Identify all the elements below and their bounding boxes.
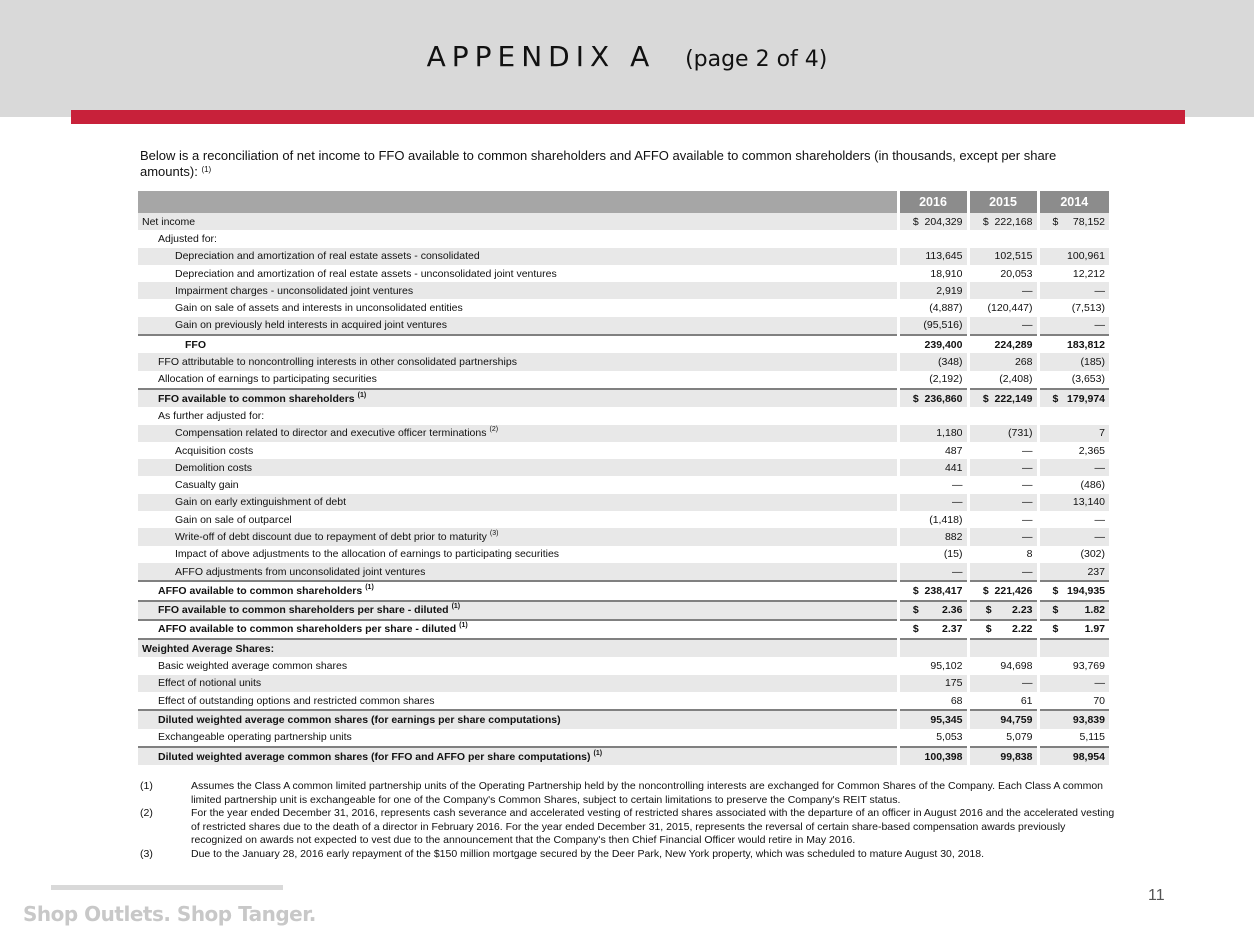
cell-2016: 95,102 xyxy=(898,657,968,674)
cell-2016: 1,180 xyxy=(898,425,968,442)
row-label xyxy=(138,389,898,407)
footnote-mark: (3) xyxy=(140,847,153,860)
row-label xyxy=(138,265,898,282)
table-row xyxy=(138,528,1109,545)
cell-2016: $ 2.36 xyxy=(898,601,968,620)
cell-2015: — xyxy=(968,442,1038,459)
table-row xyxy=(138,710,1109,728)
row-label xyxy=(138,213,898,230)
table-row xyxy=(138,389,1109,407)
row-label-text: Impairment charges - unconsolidated joint ventures xyxy=(175,284,414,297)
cell-2014: $ 194,935 xyxy=(1038,581,1109,600)
row-label xyxy=(138,563,898,581)
row-label xyxy=(138,371,898,389)
cell-2014: (486) xyxy=(1038,476,1109,493)
cell-2015: (731) xyxy=(968,425,1038,442)
row-label-text: Basic weighted average common shares xyxy=(158,660,348,673)
title-subtitle: (page 2 of 4) xyxy=(685,47,828,72)
row-label-text: Diluted weighted average common shares (for earnings per share computations) xyxy=(158,713,561,726)
cell-2015: 94,698 xyxy=(968,657,1038,674)
table-row xyxy=(138,747,1109,765)
footnote-ref: (3) xyxy=(489,529,499,537)
row-label xyxy=(138,407,898,424)
cell-2016: 175 xyxy=(898,675,968,692)
row-label-text: Allocation of earnings to participating securities xyxy=(158,373,377,386)
row-label xyxy=(138,710,898,728)
cell-2016: $ 236,860 xyxy=(898,389,968,407)
cell-2014: (7,513) xyxy=(1038,299,1109,316)
row-label-text: Gain on early extinguishment of debt xyxy=(175,496,347,509)
cell-2014: 100,961 xyxy=(1038,248,1109,265)
header-year-2014: 2014 xyxy=(1038,191,1109,213)
row-label xyxy=(138,675,898,692)
intro-footnote-ref: (1) xyxy=(201,165,212,174)
table-row xyxy=(138,299,1109,316)
cell-2016: 487 xyxy=(898,442,968,459)
cell-2014: — xyxy=(1038,282,1109,299)
cell-2014: 2,365 xyxy=(1038,442,1109,459)
table-row xyxy=(138,317,1109,335)
row-label-text: Casualty gain xyxy=(175,479,239,492)
cell-2014: (302) xyxy=(1038,546,1109,563)
cell-2015: 224,289 xyxy=(968,335,1038,353)
row-label-text: Diluted weighted average common shares (for FFO and AFFO per share computations) xyxy=(158,750,591,763)
row-label-text: FFO xyxy=(185,338,206,351)
cell-2015: $ 222,149 xyxy=(968,389,1038,407)
cell-2015: — xyxy=(968,511,1038,528)
cell-2015: — xyxy=(968,675,1038,692)
cell-2014: 93,769 xyxy=(1038,657,1109,674)
cell-2014: — xyxy=(1038,528,1109,545)
row-label-text: Depreciation and amortization of real estate assets - consolidated xyxy=(175,250,480,263)
cell-2016: $ 2.37 xyxy=(898,620,968,639)
cell-2016: (4,887) xyxy=(898,299,968,316)
cell-2014: 237 xyxy=(1038,563,1109,581)
header-blank xyxy=(138,191,898,213)
cell-2016: 239,400 xyxy=(898,335,968,353)
footnote-text: Due to the January 28, 2016 early repayment of the $150 million mortgage secured by the Deer Park, New York property, which was scheduled to mature August 30, 2018. xyxy=(191,847,985,860)
table-row xyxy=(138,248,1109,265)
row-label xyxy=(138,657,898,674)
cell-2014: 98,954 xyxy=(1038,747,1109,765)
cell-2014: — xyxy=(1038,317,1109,335)
row-label-text: AFFO available to common shareholders xyxy=(158,584,363,597)
cell-2016: 5,053 xyxy=(898,729,968,747)
row-label xyxy=(138,299,898,316)
accent-bar xyxy=(71,110,1185,124)
cell-2016: 441 xyxy=(898,459,968,476)
cell-2016: $ 238,417 xyxy=(898,581,968,600)
cell-2016: — xyxy=(898,494,968,511)
table-row xyxy=(138,265,1109,282)
table-row xyxy=(138,230,1109,247)
row-label-text: Gain on sale of assets and interests in unconsolidated entities xyxy=(175,302,463,315)
row-label xyxy=(138,476,898,493)
row-label xyxy=(138,601,898,620)
cell-2015: $ 222,168 xyxy=(968,213,1038,230)
cell-2015: 268 xyxy=(968,353,1038,370)
table-row xyxy=(138,657,1109,674)
cell-2014: 12,212 xyxy=(1038,265,1109,282)
cell-2014: — xyxy=(1038,511,1109,528)
table-row xyxy=(138,353,1109,370)
row-label xyxy=(138,248,898,265)
cell-2016: 68 xyxy=(898,692,968,710)
footnote-ref: (1) xyxy=(451,603,461,611)
cell-2014: $ 1.97 xyxy=(1038,620,1109,639)
cell-2015: 94,759 xyxy=(968,710,1038,728)
table-row xyxy=(138,639,1109,657)
row-label xyxy=(138,581,898,600)
cell-2014: 13,140 xyxy=(1038,494,1109,511)
table-header-row xyxy=(138,191,1109,213)
row-label-text: Compensation related to director and executive officer terminations xyxy=(175,427,487,440)
row-label xyxy=(138,425,898,442)
row-label-text: Depreciation and amortization of real estate assets - unconsolidated joint ventures xyxy=(175,267,557,280)
row-label xyxy=(138,620,898,639)
row-label xyxy=(138,230,898,247)
cell-2014: 5,115 xyxy=(1038,729,1109,747)
footnote-3 xyxy=(140,848,1115,862)
table-row xyxy=(138,675,1109,692)
cell-2016 xyxy=(898,230,968,247)
page-number: 11 xyxy=(1148,887,1165,904)
cell-2014 xyxy=(1038,230,1109,247)
cell-2014 xyxy=(1038,639,1109,657)
cell-2016: 100,398 xyxy=(898,747,968,765)
table-row xyxy=(138,601,1109,620)
cell-2015: 8 xyxy=(968,546,1038,563)
cell-2015: (120,447) xyxy=(968,299,1038,316)
intro-text xyxy=(140,148,1115,180)
row-label xyxy=(138,282,898,299)
row-label-text: Effect of notional units xyxy=(158,677,262,690)
header-year-2015: 2015 xyxy=(968,191,1038,213)
row-label xyxy=(138,528,898,545)
cell-2016: (15) xyxy=(898,546,968,563)
cell-2015: 20,053 xyxy=(968,265,1038,282)
cell-2015: $ 2.22 xyxy=(968,620,1038,639)
cell-2015: 99,838 xyxy=(968,747,1038,765)
row-label xyxy=(138,639,898,657)
cell-2014: — xyxy=(1038,675,1109,692)
cell-2016: 18,910 xyxy=(898,265,968,282)
cell-2014: 93,839 xyxy=(1038,710,1109,728)
cell-2016: (348) xyxy=(898,353,968,370)
cell-2014: $ 1.82 xyxy=(1038,601,1109,620)
table-row xyxy=(138,371,1109,389)
row-label-text: FFO attributable to noncontrolling interests in other consolidated partnerships xyxy=(158,356,517,369)
row-label-text: Acquisition costs xyxy=(175,444,254,457)
footnote-ref: (1) xyxy=(365,583,374,591)
cell-2016: (95,516) xyxy=(898,317,968,335)
table-row xyxy=(138,546,1109,563)
cell-2016: (2,192) xyxy=(898,371,968,389)
row-label-text: Write-off of debt discount due to repayment of debt prior to maturity xyxy=(175,530,487,543)
cell-2016: — xyxy=(898,476,968,493)
table-row xyxy=(138,476,1109,493)
table-row xyxy=(138,620,1109,639)
footnote-ref: (2) xyxy=(489,426,499,434)
table-row xyxy=(138,563,1109,581)
cell-2015: $ 221,426 xyxy=(968,581,1038,600)
header-year-2016: 2016 xyxy=(898,191,968,213)
table-row xyxy=(138,511,1109,528)
row-label-text: AFFO adjustments from unconsolidated joint ventures xyxy=(175,565,426,578)
cell-2015: (2,408) xyxy=(968,371,1038,389)
cell-2014: 7 xyxy=(1038,425,1109,442)
cell-2014: $ 78,152 xyxy=(1038,213,1109,230)
cell-2015: — xyxy=(968,528,1038,545)
cell-2015: — xyxy=(968,476,1038,493)
page-title xyxy=(0,40,1254,73)
cell-2015 xyxy=(968,407,1038,424)
cell-2014: (3,653) xyxy=(1038,371,1109,389)
cell-2015 xyxy=(968,639,1038,657)
row-label xyxy=(138,317,898,335)
cell-2015 xyxy=(968,230,1038,247)
row-label xyxy=(138,335,898,353)
row-label-text: Gain on sale of outparcel xyxy=(175,513,292,526)
cell-2014: $ 179,974 xyxy=(1038,389,1109,407)
intro-body: Below is a reconciliation of net income to FFO available to common shareholders and AFFO available to common shareholders (in thousands, except per share amounts): xyxy=(140,148,1057,179)
table-row xyxy=(138,213,1109,230)
table-row xyxy=(138,442,1109,459)
cell-2016: 2,919 xyxy=(898,282,968,299)
row-label xyxy=(138,511,898,528)
footnote-ref: (1) xyxy=(357,391,367,399)
cell-2014: 183,812 xyxy=(1038,335,1109,353)
row-label xyxy=(138,459,898,476)
footnote-ref: (1) xyxy=(593,749,603,757)
cell-2016: 95,345 xyxy=(898,710,968,728)
row-label-text: FFO available to common shareholders xyxy=(158,392,355,405)
table-row xyxy=(138,335,1109,353)
cell-2015: 5,079 xyxy=(968,729,1038,747)
cell-2015: $ 2.23 xyxy=(968,601,1038,620)
footnote-mark: (2) xyxy=(140,807,153,819)
cell-2016: $ 204,329 xyxy=(898,213,968,230)
footnote-text: Assumes the Class A common limited partnership units of the Operating Partnership held by the noncontrolling interests are exchanged for Common Shares of the Company. Each Class A common limited partnership unit is exchangeable for one of the Company's Common Shares, subject to certain limitations to preserve the Company's REIT status. xyxy=(191,780,1104,806)
cell-2015: — xyxy=(968,563,1038,581)
table-row xyxy=(138,581,1109,600)
cell-2015: — xyxy=(968,494,1038,511)
row-label-text: Weighted Average Shares: xyxy=(142,642,275,655)
cell-2015: 102,515 xyxy=(968,248,1038,265)
cell-2015: — xyxy=(968,459,1038,476)
table-row xyxy=(138,494,1109,511)
title-main: APPENDIX A xyxy=(426,40,656,73)
row-label-text: Demolition costs xyxy=(175,461,253,474)
row-label-text: FFO available to common shareholders per share - diluted xyxy=(158,604,449,617)
row-label-text: Gain on previously held interests in acquired joint ventures xyxy=(175,319,447,332)
cell-2016 xyxy=(898,639,968,657)
row-label xyxy=(138,442,898,459)
table-row xyxy=(138,692,1109,710)
row-label xyxy=(138,729,898,747)
row-label xyxy=(138,692,898,710)
footnotes xyxy=(140,780,1115,861)
cell-2016: 113,645 xyxy=(898,248,968,265)
row-label xyxy=(138,494,898,511)
table-row xyxy=(138,282,1109,299)
footnote-text: For the year ended December 31, 2016, represents cash severance and accelerated vesting of restricted shares associated with the departure of an officer in August 2016 and the accelerated vesting of restricted shares due to the death of a director in February 2016. For the year ended December 31, 2015, represents the reversal of certain share-based compensation awards previously recognized on awards not expected to vest due to the announcement that the Company's then Chief Financial Officer would retire in May 2016. xyxy=(191,807,1115,846)
footnote-ref: (1) xyxy=(459,622,468,630)
cell-2015: 61 xyxy=(968,692,1038,710)
table-row xyxy=(138,407,1109,424)
row-label-text: Effect of outstanding options and restricted common shares xyxy=(158,694,435,707)
cell-2014: 70 xyxy=(1038,692,1109,710)
footer-tagline: Shop Outlets. Shop Tanger. xyxy=(23,902,316,926)
cell-2014 xyxy=(1038,407,1109,424)
table-row xyxy=(138,425,1109,442)
footnote-1 xyxy=(140,780,1115,807)
footnote-2 xyxy=(140,807,1115,848)
row-label-text: Exchangeable operating partnership units xyxy=(158,731,352,744)
cell-2015: — xyxy=(968,282,1038,299)
table-row xyxy=(138,729,1109,747)
row-label xyxy=(138,353,898,370)
row-label-text: AFFO available to common shareholders per share - diluted xyxy=(158,623,457,636)
row-label-text: Net income xyxy=(142,215,196,228)
cell-2016: — xyxy=(898,563,968,581)
row-label xyxy=(138,546,898,563)
footer-divider xyxy=(51,885,283,890)
row-label xyxy=(138,747,898,765)
cell-2015: — xyxy=(968,317,1038,335)
reconciliation-table xyxy=(138,191,1109,765)
row-label-text: Adjusted for: xyxy=(158,232,217,245)
footnote-mark: (1) xyxy=(140,780,153,792)
cell-2016 xyxy=(898,407,968,424)
cell-2014: (185) xyxy=(1038,353,1109,370)
row-label-text: Impact of above adjustments to the allocation of earnings to participating securities xyxy=(175,548,560,561)
cell-2016: 882 xyxy=(898,528,968,545)
table-row xyxy=(138,459,1109,476)
cell-2016: (1,418) xyxy=(898,511,968,528)
cell-2014: — xyxy=(1038,459,1109,476)
row-label-text: As further adjusted for: xyxy=(158,409,265,422)
